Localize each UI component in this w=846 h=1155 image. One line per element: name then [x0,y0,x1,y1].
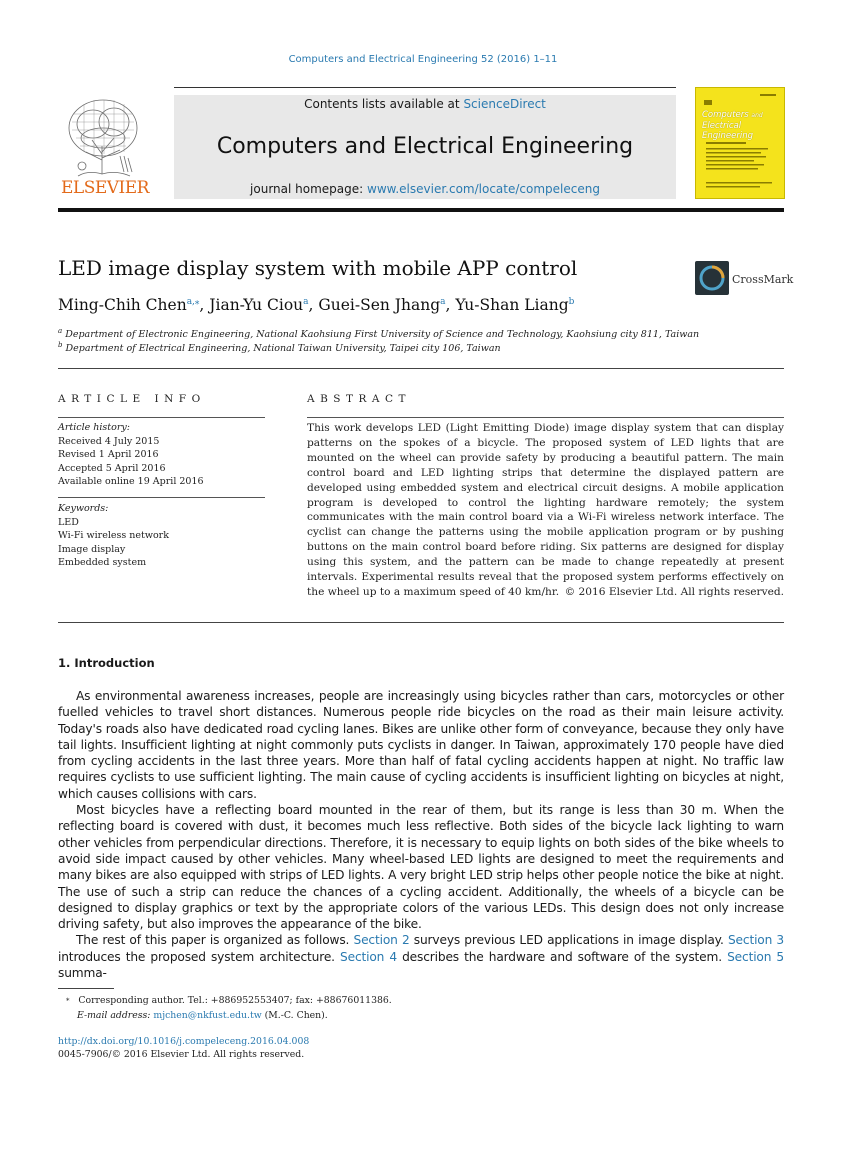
keywords-label: Keywords: [58,503,109,514]
footnote-email [77,1010,328,1021]
contents-line [174,97,676,111]
keyword-item: Wi-Fi wireless network [58,530,169,541]
paragraph-text: surveys previous LED applications in image display. [409,933,728,948]
paragraph-text: describes the hardware and software of the system. [396,949,728,964]
crossmark-icon[interactable] [695,261,729,295]
paragraph-text: introduces the proposed system architecture. [58,949,341,964]
homepage-line [174,182,676,196]
journal-title: Computers and Electrical Engineering [216,134,634,159]
footnote-mark: ⁎ [66,995,70,1003]
affiliation-text: Department of Electrical Engineering, National Taiwan University, Taipei city 106, Taiwan [65,343,501,355]
abstract-text: This work develops LED (Light Emitting Diode) image display system that can display patterns on the spokes of a bicycle. The proposed system of LED lights that are mounted on the wheel can provide safety by producing a beautiful pattern. The main control board and LED lighting strips that determine the displayed pattern are developed using embedded system and electrical circuit designs. A mobile application program is developed to control the lighting hardware remotely; the system communicates with the main control board via a Wi-Fi wireless network interface. The cyclist can change the patterns using the mobile application program or by pushing buttons on the main control board before riding. Six patterns are designed for display using this system, and the pattern can be made to change repeatedly at present intervals. Experimental results reveal that the proposed system performs effectively on the wheel up to a maximum speed of 40 km/hr. [307,422,784,598]
keywords [58,502,169,570]
affiliation-mark: b [58,341,63,349]
author-affiliation-mark[interactable]: a [440,296,446,307]
cover-title-line2: Electrical Engineering [702,121,753,141]
paragraph: Most bicycles have a reflecting board mounted in the rear of them, but its range is less than 30 m. When the reflecting board is covered with dust, it becomes much less reflective. Both sides of the bicycle lack lighting to warn other vehicles from perpendicular directions. Therefore, it is necessary to equip lights on both sides of the bike wheels to avoid side impact caused by other vehicles. Many wheel-based LED lights are designed to meet the requirements and many bikes are also equipped with strips of LED lights. A very bright LED strip helps other people notice the bike at night. The use of such a strip can reduce the chances of a cycling accident. Additionally, the wheels of a bicycle can be designed to display graphics or text by the appropriate colors of the various LEDs. This design does not only increase driving safety, but also improves the appearance of the bike. [58,803,784,932]
author-name[interactable]: Yu-Shan Liang [455,296,569,314]
article-info-heading: ARTICLE INFO [58,393,206,405]
contents-prefix: Contents lists available at [304,97,464,111]
crossmark-glyph-icon [695,261,729,295]
author-separator: , [445,296,456,314]
footnote-corresponding-text: Corresponding author. Tel.: +886952553407; fax: +88676011386. [78,995,392,1006]
affiliation-b [58,341,501,354]
elsevier-wordmark: ELSEVIER [61,178,149,198]
crossmark-label[interactable]: CrossMark [732,273,794,286]
issn-line: 0045-7906/© 2016 Elsevier Ltd. All rights reserved. [58,1049,305,1060]
section-5-link[interactable]: Section 5 [727,949,785,964]
author-affiliation-mark[interactable]: a [303,296,309,307]
email-suffix: (M.-C. Chen). [261,1010,328,1021]
author-name[interactable]: Guei-Sen Jhang [318,296,441,314]
paragraph-text: summa- [58,966,107,981]
journal-cover-thumbnail[interactable] [695,87,785,199]
cover-title-and: and [751,112,763,119]
author-separator: , [199,296,210,314]
header-thick-rule [58,208,784,212]
affiliation-mark: a [58,327,63,335]
paper-title: LED image display system with mobile APP control [58,256,578,280]
keyword-item: Image display [58,543,126,555]
cover-title [702,110,784,141]
abstract-rule [307,417,784,418]
section-3-link[interactable]: Section 3 [727,933,785,948]
footnote-corresponding [66,995,392,1006]
history-received: Received 4 July 2015 [58,435,160,447]
paragraph [58,932,784,981]
email-link[interactable]: mjchen@nkfust.edu.tw [153,1010,262,1021]
author-list [58,296,574,314]
author-affiliation-mark[interactable]: b [568,296,575,307]
abstract-copyright: © 2016 Elsevier Ltd. All rights reserved. [564,586,784,598]
paragraph-text: The rest of this paper is organized as follows. [76,933,354,948]
keywords-rule [58,497,265,498]
keyword-item: Embedded system [58,557,147,568]
author-affiliation-mark[interactable]: a,⁎ [186,296,200,307]
cover-top-lines [700,92,780,106]
author-separator: , [308,296,319,314]
article-history [58,421,204,489]
section-2-link[interactable]: Section 2 [353,933,410,948]
keyword-item: LED [58,516,79,528]
abstract-heading: ABSTRACT [307,393,412,405]
footnote-rule [58,988,114,989]
email-label: E-mail address: [77,1010,151,1021]
history-revised: Revised 1 April 2016 [58,449,159,460]
sciencedirect-link[interactable]: ScienceDirect [463,97,546,111]
paragraph: As environmental awareness increases, people are increasingly using bicycles rather than cars, motorcycles or other fuelled vehicles to travel short distances. Numerous people ride bicycles on the road as their main leisure activity. Today's roads also have dedicated road cycling lanes. Bikes are unlike other form of conveyance, because they only have tail lights. Insufficient lighting at night commonly puts cyclists in danger. In Taiwan, approximately 170 people have died from cycling accidents in the last three years. More than half of fatal cycling accidents happen at night. No traffic law requires cyclists to use sufficient lighting. The main cause of cycling accidents is insufficient lighting on bicycles at night, which causes collisions with cars. [58,689,784,801]
affiliation-a [58,327,699,340]
body-text [58,688,784,981]
section-heading-introduction: 1. Introduction [58,656,155,670]
affiliation-text: Department of Electronic Engineering, National Kaohsiung First University of Science and Technology, Kaohsiung city 811, Taiwan [65,329,700,341]
cover-title-line1: Computers [702,110,749,120]
homepage-link[interactable]: www.elsevier.com/locate/compeleceng [367,182,600,196]
history-accepted: Accepted 5 April 2016 [58,462,166,474]
author-name[interactable]: Jian-Yu Ciou [209,296,304,314]
history-online: Available online 19 April 2016 [58,476,204,487]
section-4-link[interactable]: Section 4 [340,949,397,964]
homepage-prefix: journal homepage: [250,182,367,196]
article-info-rule [58,417,265,418]
affiliation-rule [58,368,784,369]
doi-link[interactable]: http://dx.doi.org/10.1016/j.compeleceng.2016.04.008 [58,1036,310,1047]
cover-text-lines [700,138,780,194]
history-label: Article history: [58,422,130,433]
header-top-rule [174,87,676,88]
journal-citation-link[interactable]: Computers and Electrical Engineering 52 (2016) 1–11 [288,54,558,65]
author-name[interactable]: Ming-Chih Chen [58,296,187,314]
abstract-bottom-rule [58,622,784,623]
